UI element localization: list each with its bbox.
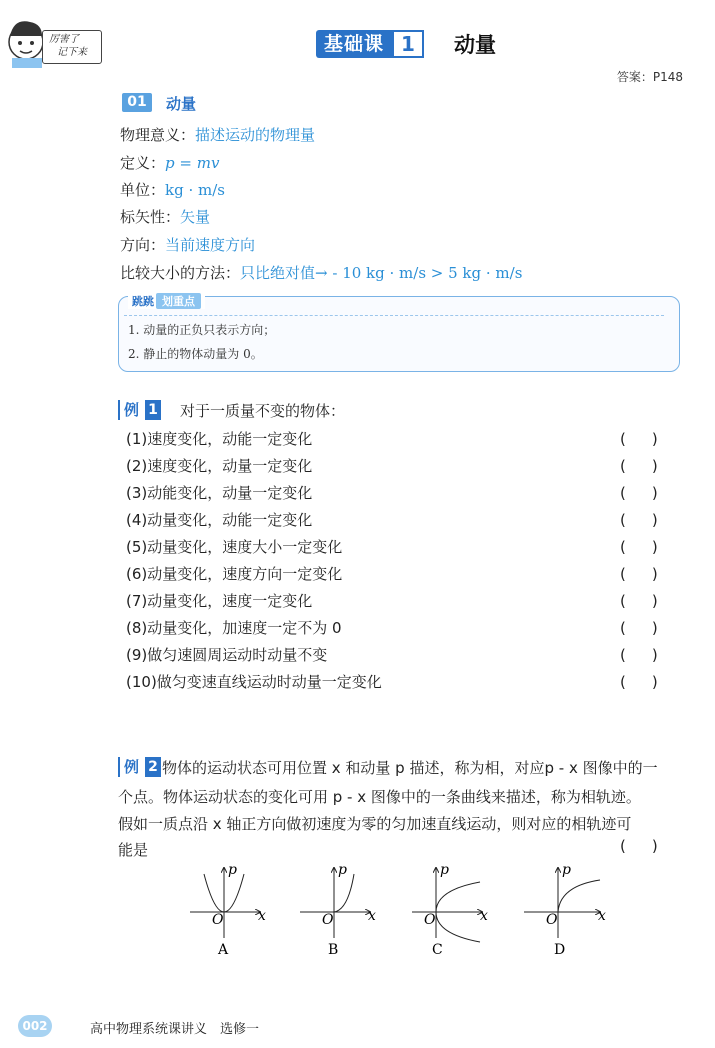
definition-line: 标矢性：矢量	[120, 208, 211, 226]
option-graphs	[180, 860, 620, 960]
question-item: (5)动量变化，速度大小一定变化	[126, 538, 343, 556]
mascot-note-line2: 记下来	[57, 47, 87, 58]
question-item: (3)动能变化，动量一定变化	[126, 484, 313, 502]
definition-line: 方向：当前速度方向	[120, 236, 256, 254]
example2-line2: 个点。物体运动状态的变化可用 p - x 图像中的一条曲线来描述，称为相轨迹。	[118, 788, 641, 806]
answer-blank[interactable]: ()	[620, 837, 684, 855]
axis-label-x: x	[598, 908, 606, 924]
example-label: 例 2	[118, 757, 161, 777]
answer-blank[interactable]: ()	[620, 673, 684, 691]
graph-option-d[interactable]	[524, 862, 606, 958]
axis-label-p: p	[440, 862, 449, 878]
option-label: D	[554, 942, 566, 958]
title-number: 1	[392, 30, 424, 58]
answer-blank[interactable]: ()	[620, 457, 684, 475]
question-item: (7)动量变化，速度一定变化	[126, 592, 313, 610]
axis-label-p: p	[228, 862, 237, 878]
chapter-title	[316, 30, 496, 58]
mascot-note	[42, 30, 102, 64]
definition-line: 单位：kg · m/s	[120, 181, 225, 199]
answer-blank[interactable]: ()	[620, 430, 684, 448]
page-number: 002	[18, 1015, 52, 1037]
tip-divider	[124, 315, 664, 316]
definition-line: 定义：p = mv	[120, 154, 220, 172]
mascot-note-line1: 厉害了	[49, 34, 79, 45]
axis-label-x: x	[480, 908, 488, 924]
answer-blank[interactable]: ()	[620, 565, 684, 583]
answer-blank[interactable]: ()	[620, 646, 684, 664]
question-item: (10)做匀变速直线运动时动量一定变化	[126, 673, 382, 691]
origin-label: O	[322, 912, 334, 928]
example-label: 例 1	[118, 400, 161, 420]
origin-label: O	[546, 912, 558, 928]
graph-option-c[interactable]	[412, 862, 488, 958]
title-text: 动量	[454, 33, 497, 57]
option-label: A	[218, 942, 229, 958]
question-item: (2)速度变化，动量一定变化	[126, 457, 313, 475]
option-label: C	[432, 942, 443, 958]
example2-line1: 物体的运动状态可用位置 x 和动量 p 描述，称为相，对应p - x 图像中的一	[162, 759, 658, 777]
axis-label-x: x	[368, 908, 376, 924]
question-item: (1)速度变化，动能一定变化	[126, 430, 313, 448]
origin-label: O	[212, 912, 224, 928]
answer-blank[interactable]: ()	[620, 592, 684, 610]
book-title: 高中物理系统课讲义 选修一	[90, 1022, 260, 1037]
definition-line: 比较大小的方法：只比绝对值→ - 10 kg · m/s > 5 kg · m/s	[120, 264, 523, 282]
question-item: (9)做匀速圆周运动时动量不变	[126, 646, 328, 664]
example2-line4: 能是	[118, 841, 149, 859]
axis-label-x: x	[258, 908, 266, 924]
axis-label-p: p	[338, 862, 347, 878]
origin-label: O	[424, 912, 436, 928]
tip-line: 2. 静止的物体动量为 0。	[128, 347, 263, 361]
answer-blank[interactable]: ()	[620, 538, 684, 556]
tip-tag: 跳跳 划重点	[128, 293, 205, 309]
answer-blank[interactable]: ()	[620, 484, 684, 502]
example2-line3: 假如一质点沿 x 轴正方向做初速度为零的匀加速直线运动，则对应的相轨迹可	[118, 815, 632, 833]
tip-line: 1. 动量的正负只表示方向；	[128, 323, 276, 337]
answer-blank[interactable]: ()	[620, 619, 684, 637]
definition-line: 物理意义：描述运动的物理量	[120, 126, 316, 144]
axis-label-p: p	[562, 862, 571, 878]
section-title: 动量	[166, 95, 197, 113]
question-item: (4)动量变化，动能一定变化	[126, 511, 313, 529]
answer-reference: 答案：P148	[616, 70, 683, 84]
graph-option-a[interactable]	[190, 862, 266, 958]
graph-option-b[interactable]	[300, 862, 376, 958]
question-item: (8)动量变化，加速度一定不为 0	[126, 619, 342, 637]
question-item: (6)动量变化，速度方向一定变化	[126, 565, 343, 583]
section-badge: 01	[122, 93, 152, 112]
example1-question: 对于一质量不变的物体：	[180, 402, 346, 420]
answer-blank[interactable]: ()	[620, 511, 684, 529]
option-label: B	[328, 942, 339, 958]
title-label: 基础课	[316, 30, 392, 58]
